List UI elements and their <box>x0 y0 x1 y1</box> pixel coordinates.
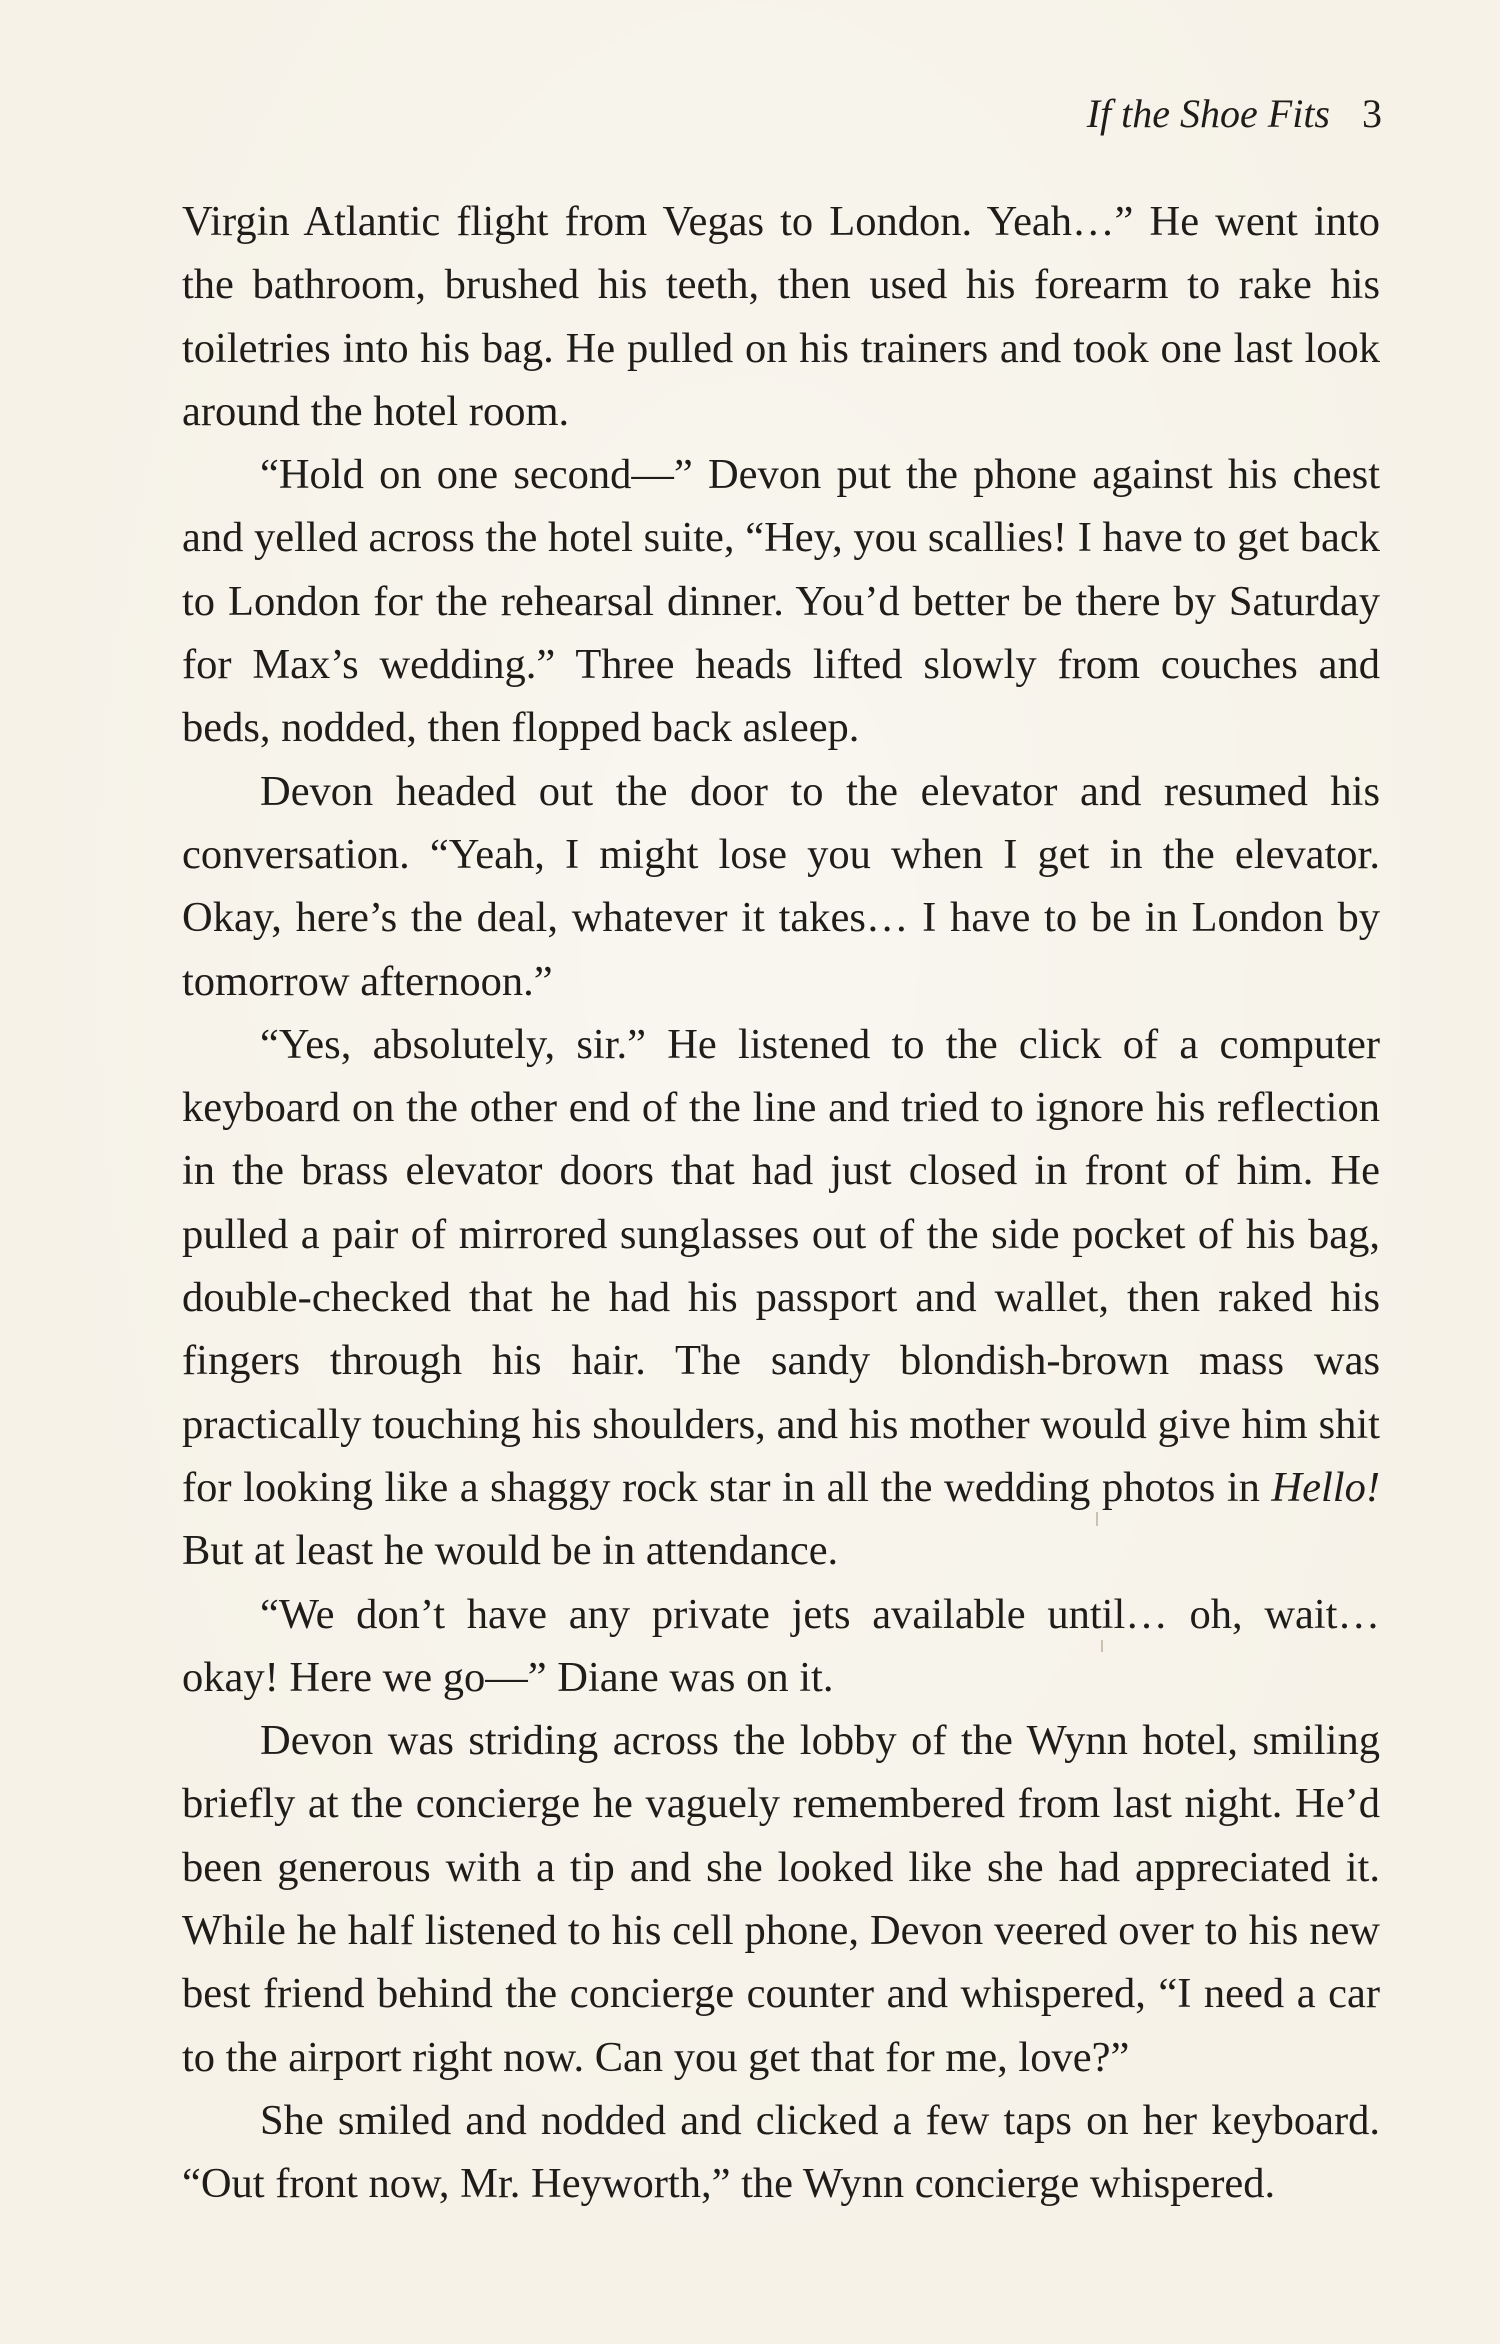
body-text <box>182 190 1380 2216</box>
paper-speck <box>1096 1512 1098 1526</box>
text-segment: “We don’t have any private jets available until… oh, wait… okay! Here we go—” Diane was on it. <box>182 1590 1380 1701</box>
text-segment: But at least he would be in attendance. <box>182 1527 839 1575</box>
paragraph <box>182 190 1380 443</box>
text-segment: “Hold on one second—” Devon put the phone against his chest and yelled across the hotel suite, “Hey, you scallies! I have to get back to London for the rehearsal dinner. You’d better be there by Saturday for Max’s wedding.” Three heads lifted slowly from couches and beds, nodded, then flopped back asleep. <box>182 451 1380 752</box>
text-segment: She smiled and nodded and clicked a few taps on her keyboard. “Out front now, Mr. Heyworth,” the Wynn concierge whispered. <box>182 2096 1380 2208</box>
text-segment: Devon headed out the door to the elevator and resumed his conversation. “Yeah, I might lose you when I get in the elevator. Okay, here’s the deal, whatever it takes… I have to be in London by tomorrow afternoon.” <box>182 767 1380 1005</box>
paper-speck <box>1101 1640 1103 1652</box>
paragraph <box>182 1013 1380 1583</box>
running-head <box>1087 88 1382 140</box>
paragraph <box>182 1709 1380 2089</box>
book-title: If the Shoe Fits <box>1086 91 1330 136</box>
text-segment: “Yes, absolutely, sir.” He listened to the click of a computer keyboard on the other end of the line and tried to ignore his reflection in the brass elevator doors that had just closed in front of him. He pulled a pair of mirrored sunglasses out of the side pocket of his bag, double-checked that he had his passport and wallet, then raked his fingers through his hair. The sandy blondish-brown mass was practically touching his shoulders, and his mother would give him shit for looking like a shaggy rock star in all the wedding photos in <box>182 1020 1380 1511</box>
text-segment: Devon was striding across the lobby of the Wynn hotel, smiling briefly at the concierge he vaguely remembered from last night. He’d been generous with a tip and she looked like she had appreciated it. While he half listened to his cell phone, Devon veered over to his new best friend behind the concierge counter and whispered, “I need a car to the airport right now. Can you get that for me, love?” <box>182 1717 1380 2081</box>
paragraph <box>182 760 1380 1013</box>
paragraph <box>182 1583 1380 1710</box>
page-number: 3 <box>1362 91 1382 136</box>
paragraph <box>182 443 1380 759</box>
italic-text: Hello! <box>1271 1463 1380 1511</box>
text-segment: Virgin Atlantic flight from Vegas to London. Yeah…” He went into the bathroom, brushed his teeth, then used his forearm to rake his toiletries into his bag. He pulled on his trainers and took one last look around the hotel room. <box>182 198 1380 435</box>
paragraph <box>182 2089 1380 2216</box>
